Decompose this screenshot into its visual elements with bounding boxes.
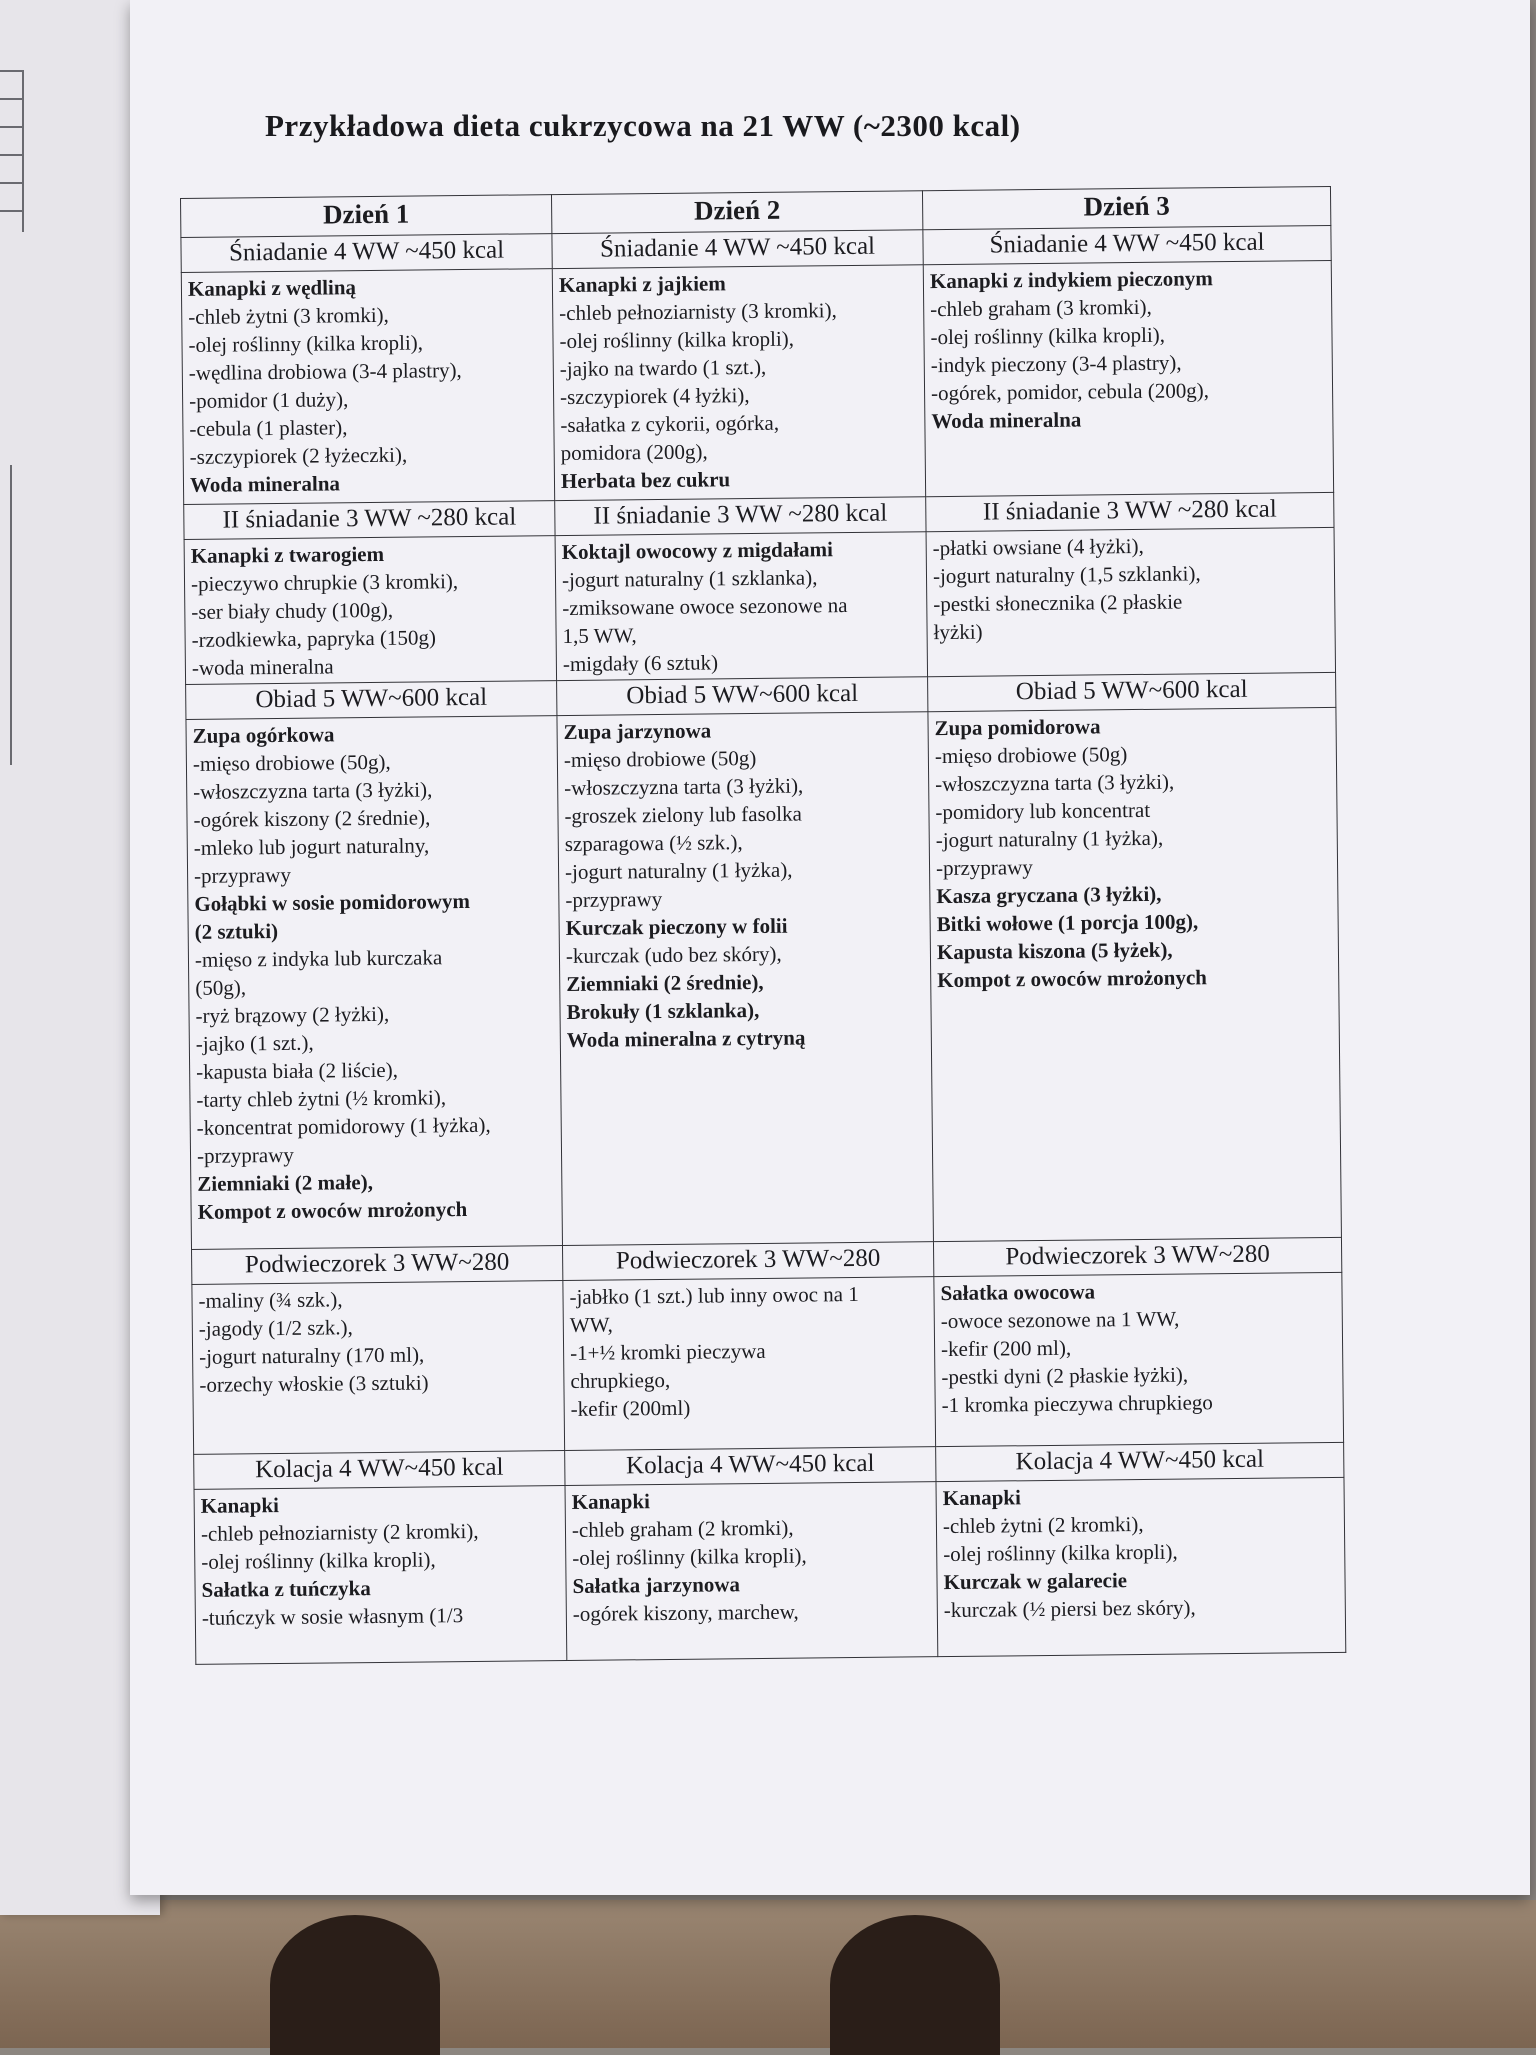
dish-name: Kanapki — [942, 1485, 1021, 1511]
dish-name: Kompot z owoców mrożonych — [197, 1197, 468, 1224]
ingredient-line: -kefir (200ml) — [570, 1395, 691, 1421]
meal-header: Kolacja 4 WW~450 kcal — [936, 1442, 1344, 1481]
dish-name: Kanapki z wędliną — [187, 275, 357, 301]
dish-name: Zupa ogórkowa — [192, 722, 335, 748]
ingredient-line: (50g), — [195, 975, 247, 1000]
ingredient-line: -jabłko (1 szt.) lub inny owoc na 1 — [569, 1281, 859, 1309]
dish-name: Gołąbki w sosie pomidorowym — [194, 889, 471, 916]
dish-name: Kanapki — [200, 1493, 280, 1518]
ingredient-line: chrupkiego, — [570, 1367, 671, 1393]
meal-content-row — [194, 1477, 1346, 1664]
dish-name: Herbata bez cukru — [560, 467, 731, 494]
ingredient-line: -jajko na twardo (1 szt.), — [559, 354, 767, 382]
meal-content-cell — [192, 1281, 565, 1455]
meal-header: Kolacja 4 WW~450 kcal — [194, 1451, 565, 1490]
ingredient-line: -cebula (1 plaster), — [189, 415, 348, 441]
ingredient-line: -jagody (1/2 szk.), — [198, 1315, 353, 1341]
ingredient-line: -jogurt naturalny (170 ml), — [199, 1342, 425, 1369]
dish-name: Ziemniaki (2 średnie), — [566, 969, 764, 996]
ingredient-line: -koncentrat pomidorowy (1 łyżka), — [196, 1112, 491, 1140]
ingredient-line: -olej roślinny (kilka kropli), — [930, 322, 1166, 350]
ingredient-line: -pomidory lub koncentrat — [935, 797, 1151, 825]
foot-right — [830, 1915, 1000, 2055]
ingredient-line: -ser biały chudy (100g), — [191, 597, 394, 624]
ingredient-line: -ogórek kiszony, marchew, — [572, 1599, 799, 1626]
dish-name: Kapusta kiszona (5 łyżek), — [936, 937, 1173, 965]
foot-left — [270, 1915, 440, 2055]
meal-content-cell — [934, 1272, 1344, 1446]
dish-name: Sałatka jarzynowa — [572, 1572, 741, 1598]
ingredient-line: -pestki dyni (2 płaskie łyżki), — [941, 1362, 1189, 1390]
meal-content-cell — [181, 269, 554, 505]
dish-name: Koktajl owocowy z migdałami — [561, 537, 834, 565]
dish-name: Kanapki z jajkiem — [558, 271, 726, 298]
meal-content-row — [192, 1272, 1344, 1454]
back-page-table-lines — [0, 70, 24, 232]
ingredient-line: pomidora (200g), — [560, 439, 708, 466]
ingredient-line: -olej roślinny (kilka kropli), — [201, 1547, 436, 1574]
ingredient-line: -ryż brązowy (2 łyżki), — [195, 1001, 390, 1028]
ingredient-line: -owoce sezonowe na 1 WW, — [940, 1306, 1180, 1334]
ingredient-line: -tuńczyk w sosie własnym (1/3 — [201, 1603, 464, 1630]
dish-name: Woda mineralna z cytryną — [566, 1025, 806, 1052]
meal-header: Obiad 5 WW~600 kcal — [186, 681, 557, 720]
meal-header: Śniadanie 4 WW ~450 kcal — [923, 225, 1331, 264]
ingredient-line: -włoszczyzna tarta (3 łyżki), — [193, 777, 433, 804]
ingredient-line: -przyprawy — [935, 855, 1033, 881]
ingredient-line: -mięso drobiowe (50g) — [563, 745, 757, 773]
meal-content-cell — [555, 532, 927, 681]
ingredient-line: -ogórek, pomidor, cebula (200g), — [930, 378, 1210, 406]
ingredient-line: -jogurt naturalny (1 szklanka), — [561, 565, 818, 593]
meal-content-cell — [186, 716, 563, 1250]
dish-name: Bitki wołowe (1 porcja 100g), — [936, 909, 1199, 937]
ingredient-line: -1 kromka pieczywa chrupkiego — [941, 1390, 1213, 1418]
diet-table — [180, 186, 1346, 1665]
ingredient-line: szparagowa (½ szk.), — [564, 830, 743, 857]
ingredient-line: -tarty chleb żytni (½ kromki), — [196, 1085, 447, 1112]
ingredient-line: 1,5 WW, — [562, 623, 637, 649]
ingredient-line: -kapusta biała (2 liście), — [196, 1057, 399, 1084]
meal-content-cell — [552, 265, 925, 501]
ingredient-line: -jogurt naturalny (1,5 szklanki), — [932, 561, 1201, 589]
meal-header: Podwieczorek 3 WW~280 — [192, 1246, 563, 1285]
ingredient-line: -olej roślinny (kilka kropli), — [188, 330, 424, 357]
dish-name: Kanapki z indykiem pieczonym — [929, 266, 1213, 294]
dish-name: Kompot z owoców mrożonych — [937, 965, 1208, 993]
dish-name: Ziemniaki (2 małe), — [197, 1170, 374, 1196]
dish-name: Sałatka owocowa — [940, 1279, 1096, 1306]
ingredient-line: -woda mineralna — [191, 654, 334, 680]
ingredient-line: -chleb żytni (3 kromki), — [188, 302, 389, 329]
dish-name: Sałatka z tuńczyka — [201, 1576, 371, 1602]
ingredient-line: -włoszczyzna tarta (3 łyżki), — [935, 769, 1175, 797]
diet-table-body — [181, 225, 1346, 1664]
ingredient-line: -płatki owsiane (4 łyżki), — [932, 533, 1144, 561]
meal-header: II śniadanie 3 WW ~280 kcal — [926, 492, 1334, 531]
meal-content-cell — [194, 1486, 567, 1665]
ingredient-line: -szczypiorek (4 łyżki), — [559, 383, 750, 410]
ingredient-line: -maliny (¾ szk.), — [198, 1287, 343, 1313]
day-header: Dzień 3 — [922, 186, 1330, 229]
meal-header: II śniadanie 3 WW ~280 kcal — [184, 501, 555, 540]
ingredient-line: -pomidor (1 duży), — [188, 387, 349, 413]
dish-name: Woda mineralna — [189, 471, 341, 497]
ingredient-line: -olej roślinny (kilka kropli), — [943, 1539, 1178, 1567]
dish-name: Kanapki — [571, 1489, 651, 1514]
meal-header: Podwieczorek 3 WW~280 — [933, 1237, 1341, 1276]
ingredient-line: -mleko lub jogurt naturalny, — [193, 833, 430, 860]
ingredient-line: -1+½ kromki pieczywa — [569, 1338, 766, 1365]
ingredient-line: -chleb żytni (2 kromki), — [942, 1511, 1144, 1539]
day-header: Dzień 2 — [551, 191, 922, 234]
dish-name: Kurczak w galarecie — [943, 1568, 1128, 1595]
ingredient-line: -migdały (6 sztuk) — [562, 650, 719, 677]
ingredient-line: -ogórek kiszony (2 średnie), — [193, 805, 431, 832]
dish-name: Zupa pomidorowa — [934, 714, 1101, 741]
ingredient-line: -jogurt naturalny (1 łyżka), — [935, 825, 1164, 853]
ingredient-line: -kefir (200 ml), — [940, 1335, 1072, 1362]
ingredient-line: -chleb graham (2 kromki), — [571, 1515, 794, 1542]
back-page-table-edge — [0, 465, 12, 765]
ingredient-line: -mięso drobiowe (50g) — [934, 742, 1128, 769]
meal-header: Śniadanie 4 WW ~450 kcal — [552, 230, 923, 269]
dish-name: Zupa jarzynowa — [563, 718, 712, 745]
meal-header: Kolacja 4 WW~450 kcal — [565, 1447, 936, 1486]
dish-name: (2 sztuki) — [194, 919, 279, 944]
ingredient-line: -olej roślinny (kilka kropli), — [559, 326, 795, 354]
meal-header: Podwieczorek 3 WW~280 — [562, 1242, 933, 1281]
ingredient-line: -przyprawy — [196, 1142, 294, 1168]
meal-content-row — [184, 527, 1335, 684]
ingredient-line: -chleb graham (3 kromki), — [930, 294, 1152, 322]
meal-header: II śniadanie 3 WW ~280 kcal — [555, 497, 926, 536]
ingredient-line: -jogurt naturalny (1 łyżka), — [564, 857, 793, 885]
ingredient-line: -chleb pełnoziarnisty (2 kromki), — [200, 1518, 479, 1546]
meal-header: Obiad 5 WW~600 kcal — [928, 672, 1336, 711]
meal-content-cell — [923, 260, 1333, 496]
meal-content-cell — [184, 536, 556, 685]
ingredient-line: -przyprawy — [193, 862, 292, 888]
ingredient-line: -olej roślinny (kilka kropli), — [572, 1543, 807, 1570]
floor-background — [0, 1900, 1536, 2048]
meal-content-row — [186, 707, 1341, 1249]
meal-content-cell — [926, 527, 1335, 676]
ingredient-line: -mięso drobiowe (50g), — [192, 749, 391, 776]
ingredient-line: -orzechy włoskie (3 sztuki) — [199, 1370, 429, 1397]
ingredient-line: -chleb pełnoziarnisty (3 kromki), — [559, 298, 837, 326]
ingredient-line: -pieczywo chrupkie (3 kromki), — [190, 569, 459, 596]
ingredient-line: -groszek zielony lub fasolka — [564, 801, 802, 829]
ingredient-line: -rzodkiewka, papryka (150g) — [191, 625, 437, 652]
document-page — [130, 0, 1530, 1895]
ingredient-line: -szczypiorek (2 łyżeczki), — [189, 442, 408, 469]
document-title: Przykładowa dieta cukrzycowa na 21 WW (~2300 kcal) — [265, 108, 1021, 143]
ingredient-line: -pestki słonecznika (2 płaskie — [933, 589, 1183, 617]
ingredient-line: łyżki) — [933, 619, 983, 645]
ingredient-line: -wędlina drobiowa (3-4 plastry), — [188, 358, 462, 385]
ingredient-line: WW, — [569, 1312, 613, 1337]
day-header: Dzień 1 — [181, 195, 552, 238]
ingredient-line: -jajko (1 szt.), — [195, 1030, 314, 1056]
meal-header: Obiad 5 WW~600 kcal — [557, 677, 928, 716]
ingredient-line: -kurczak (udo bez skóry), — [565, 941, 782, 968]
ingredient-line: -włoszczyzna tarta (3 łyżki), — [564, 773, 804, 801]
ingredient-line: -mięso z indyka lub kurczaka — [194, 945, 443, 972]
meal-header: Śniadanie 4 WW ~450 kcal — [181, 234, 552, 273]
dish-name: Kanapki z twarogiem — [190, 541, 385, 568]
ingredient-line: -przyprawy — [565, 886, 663, 913]
meal-content-cell — [928, 707, 1342, 1241]
meal-content-cell — [557, 712, 934, 1246]
meal-content-cell — [936, 1477, 1346, 1656]
ingredient-line: -sałatka z cykorii, ogórka, — [560, 410, 780, 438]
dish-name: Brokuły (1 szklanka), — [566, 997, 760, 1024]
dish-name: Kasza gryczana (3 łyżki), — [936, 881, 1162, 909]
meal-content-cell — [563, 1277, 936, 1451]
meal-content-cell — [565, 1482, 938, 1661]
ingredient-line: -indyk pieczony (3-4 plastry), — [930, 350, 1182, 378]
dish-name: Woda mineralna — [931, 407, 1082, 434]
ingredient-line: -kurczak (½ piersi bez skóry), — [943, 1595, 1196, 1623]
meal-content-row — [181, 260, 1333, 504]
dish-name: Kurczak pieczony w folii — [565, 913, 788, 941]
ingredient-line: -zmiksowane owoce sezonowe na — [562, 593, 848, 621]
